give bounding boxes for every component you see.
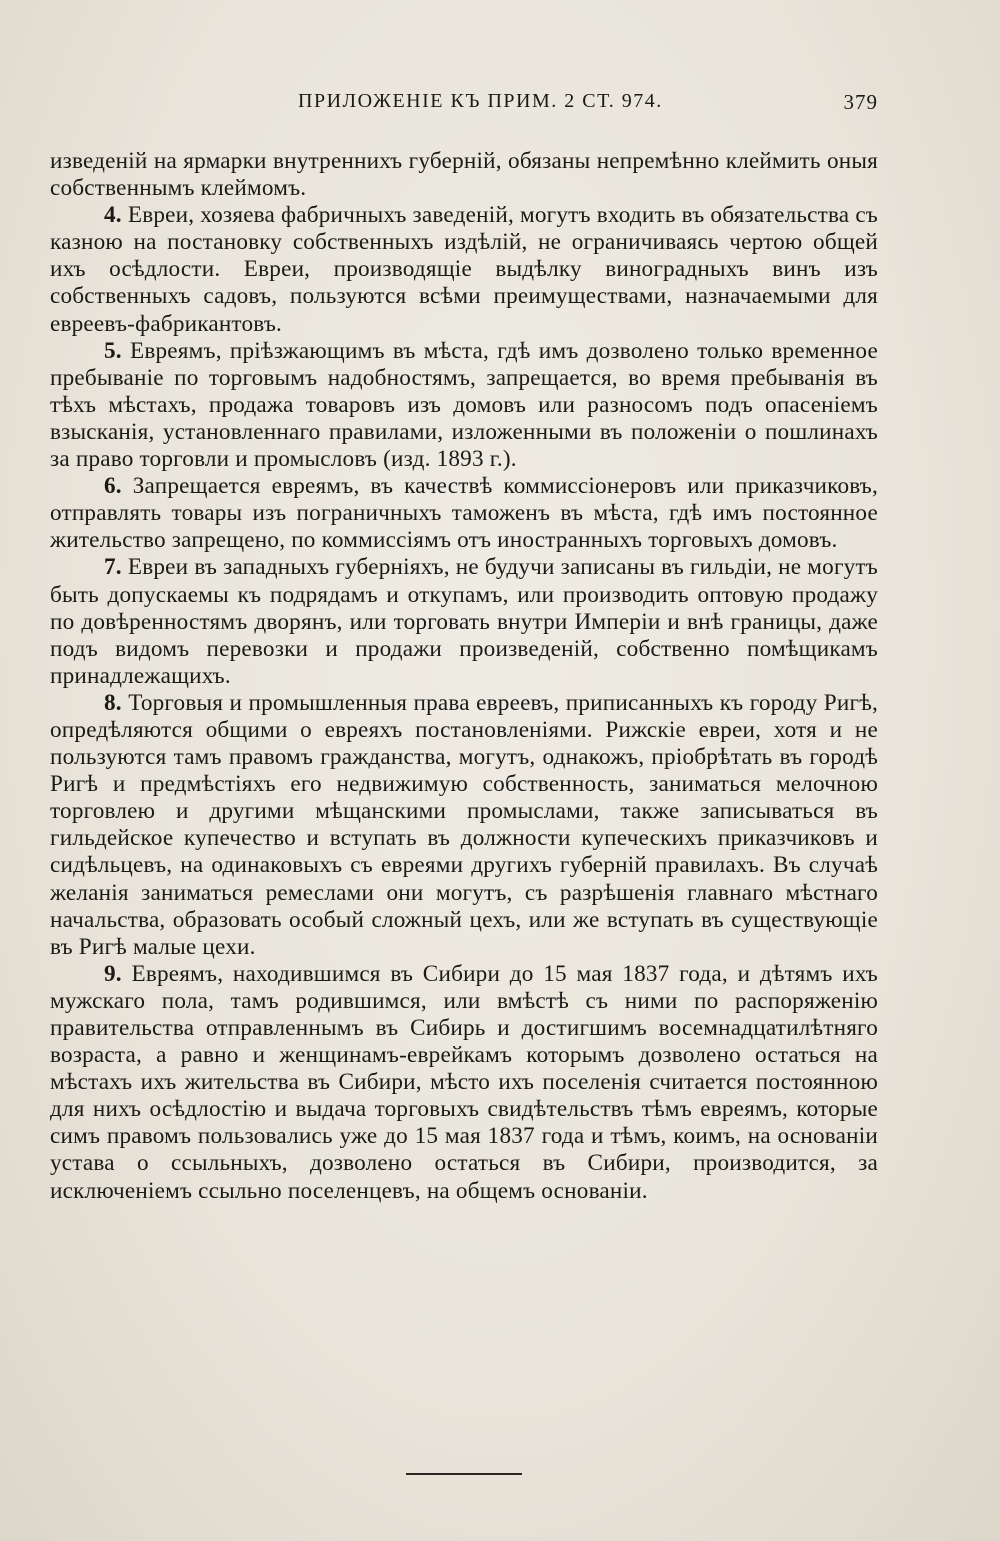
paragraph-8 (50, 690, 878, 961)
body-text (50, 148, 878, 1205)
page-number: 379 (843, 90, 878, 114)
paragraph-text: Запрещается евреямъ, въ качествѣ коммиссіонеровъ или приказчиковъ, отправлять товары изъ пограничныхъ таможенъ въ мѣста, гдѣ имъ постоянное жительство запрещено, по коммиссіямъ отъ иностранныхъ торговыхъ домовъ. (50, 473, 878, 554)
paragraph-text: изведеній на ярмарки внутреннихъ губерній, обязаны непремѣнно клеймить оныя собственнымъ клеймомъ. (50, 148, 878, 202)
paragraph-number: 8. (104, 689, 122, 716)
paragraph-text: Евреи въ западныхъ губерніяхъ, не будучи записаны въ гильдіи, не могутъ быть допускаемы къ подрядамъ и откупамъ, или производить оптовую продажу по довѣренностямъ дворянъ, или торговать внутри Имперіи и внѣ границы, даже подъ видомъ перевозки и продажи произведеній, собственно помѣщикамъ принадлежащихъ. (50, 554, 878, 689)
paragraph-number: 6. (104, 473, 122, 500)
paragraph-text: Торговыя и промышленныя права евреевъ, приписанныхъ къ городу Ригѣ, опредѣляются общими о евреяхъ постановленіями. Рижскіе евреи, хотя и не пользуются тамъ правомъ гражданства, могутъ, однакожъ, пріобрѣтать въ городѣ Ригѣ и предмѣстіяхъ его недвижимую собственность, заниматься мелочною торговлею и другими мѣщанскими промыслами, также записываться въ гильдейское купечество и вступать въ должности купеческихъ приказчиковъ и сидѣльцевъ, на одинаковыхъ съ евреями другихъ губерній правилахъ. Въ случаѣ желанія заниматься ремеслами они могутъ, съ разрѣшенія главнаго мѣстнаго начальства, образовать особый сложный цехъ, или же вступать въ существующіе въ Ригѣ малые цехи. (50, 689, 878, 960)
page-header (50, 90, 878, 126)
paragraph-text: Евреямъ, находившимся въ Сибири до 15 мая 1837 года, и дѣтямъ ихъ мужскаго пола, тамъ родившимся, или вмѣстѣ съ ними по распоряженію правительства отправленнымъ въ Сибирь и достигшимъ восемнадцатилѣтняго возраста, а равно и женщинамъ-еврейкамъ которымъ дозволено остаться на мѣстахъ ихъ жительства въ Сибири, мѣсто ихъ поселенія считается постоянною для нихъ осѣдлостію и выдача торговыхъ свидѣтельствъ тѣмъ евреямъ, которые симъ правомъ пользовались уже до 15 мая 1837 года и тѣмъ, коимъ, на основаніи устава о ссыльныхъ, дозволено остаться въ Сибири, производится, за исключеніемъ ссыльно поселенцевъ, на общемъ основаніи. (50, 960, 878, 1204)
paragraph-9 (50, 961, 878, 1205)
paragraph-text: Евреи, хозяева фабричныхъ заведеній, могутъ входить въ обязательства съ казною на постановку собственныхъ издѣлій, не ограничиваясь чертою общей ихъ осѣдлости. Евреи, производящіе выдѣлку виноградныхъ винъ изъ собственныхъ садовъ, пользуются всѣми преимуществами, назначаемыми для евреевъ-фабрикантовъ. (50, 202, 878, 337)
paragraph-6 (50, 473, 878, 554)
running-head: ПРИЛОЖЕНІЕ КЪ ПРИМ. 2 СТ. 974. (298, 90, 663, 112)
paragraph-text: Евреямъ, пріѣзжающимъ въ мѣста, гдѣ имъ дозволено только временное пребываніе по торговымъ надобностямъ, запрещается, во время пребыванія въ тѣхъ мѣстахъ, продажа товаровъ изъ домовъ или разносомъ подъ опасеніемъ взысканія, установленнаго правилами, изложенными въ положеніи о пошлинахъ за право торговли и промысловъ (изд. 1893 г.). (50, 337, 878, 473)
paragraph-number: 7. (104, 554, 122, 581)
paragraph-7 (50, 554, 878, 689)
paragraph-continuation (50, 148, 878, 202)
paragraph-5 (50, 338, 878, 473)
paragraph-number: 5. (104, 337, 122, 364)
paragraph-number: 9. (104, 960, 122, 987)
paragraph-4 (50, 202, 878, 337)
end-rule (406, 1473, 522, 1475)
paragraph-number: 4. (104, 202, 122, 229)
